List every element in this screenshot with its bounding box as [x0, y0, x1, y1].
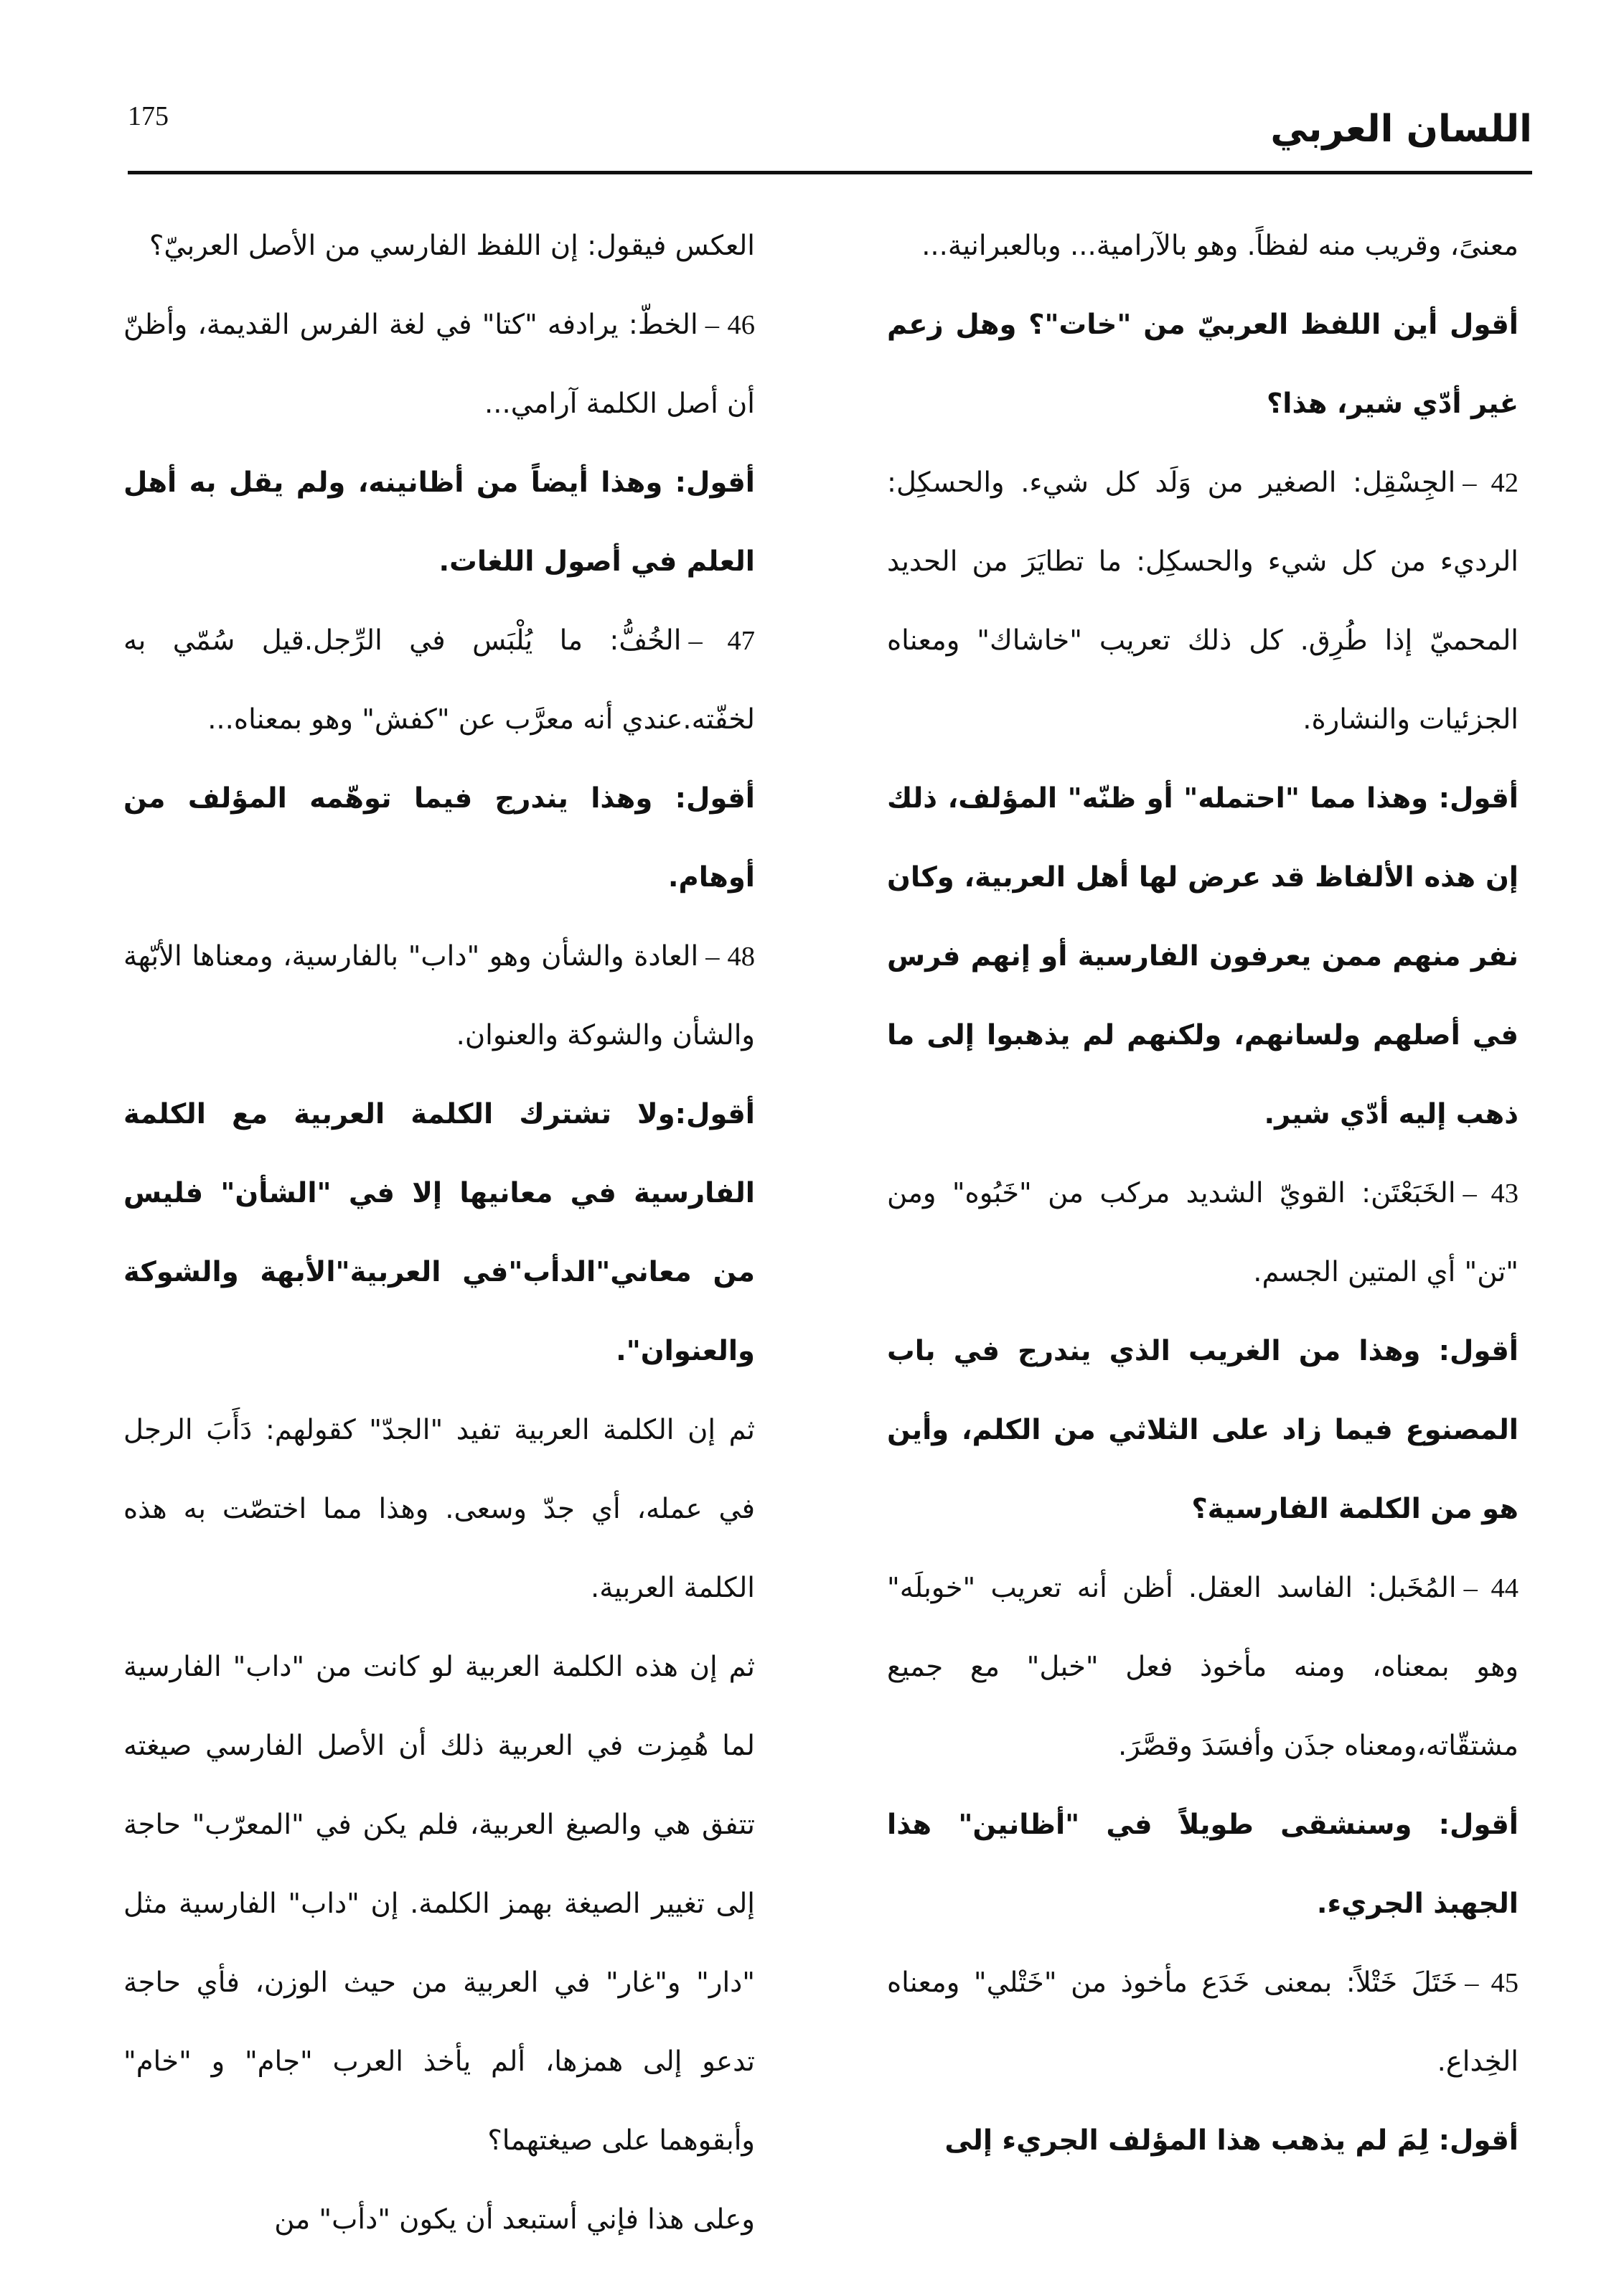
entry-text: الجِسْقِل: الصغير من وَلَد كل شيء. والحسكِل: الرديء من كل شيء والحسكِل: ما تطايَرَ من الحديد المحميّ إذا طُرِق. كل ذلك تعريب "خاشاك" ومعناه الجزئيات والنشارة. — [887, 467, 1519, 736]
commentary-paragraph: أقول أين اللفظ العربيّ من "خات"؟ وهل زعم غير أدّي شير، هذا؟ — [887, 309, 1519, 420]
entry-number: 48 – — [705, 942, 756, 972]
right-column — [887, 207, 1519, 2180]
entry-number: 47 – — [688, 626, 756, 656]
commentary-paragraph: أقول: وهذا أيضاً من أظانينه، ولم يقل به أهل العلم في أصول اللغات. — [123, 467, 755, 578]
journal-logo: اللسان العربي — [1270, 108, 1532, 151]
entry-number: 42 – — [1463, 468, 1519, 498]
page-number: 175 — [128, 101, 169, 131]
paragraph: ثم إن هذه الكلمة العربية لو كانت من "داب" الفارسية لما هُمِزت في العربية ذلك أن الأصل الفارسي صيغته تتفق هي والصيغ العربية، فلم يكن في "المعرّب" حاجة إلى تغيير الصيغة بهمز الكلمة. إن "داب" الفارسية مثل "دار" و"غار" في العربية من حيث الوزن، فأي حاجة تدعو إلى همزها، ألم يأخذ العرب "جام" و "خام" وأبقوهما على صيغتهما؟ — [123, 1651, 755, 2157]
entry-text: الخُفُّ: ما يُلْبَس في الرِّجل.قيل سُمّي به لخفّته.عندي أنه معرَّب عن "كفش" وهو بمعناه... — [123, 624, 755, 736]
entry-44 — [887, 1549, 1519, 1786]
commentary-paragraph: أقول: وهذا مما "احتمله" أو ظنّه" المؤلف، ذلك إن هذه الألفاظ قد عرض لها أهل العربية، وكان نفر منهم ممن يعرفون الفارسية أو إنهم فرس في أصلهم ولسانهم، ولكنهم لم يذهبوا إلى ما ذهب إليه أدّي شير. — [887, 782, 1519, 1130]
entry-42 — [887, 444, 1519, 759]
commentary-paragraph: أقول:ولا تشترك الكلمة العربية مع الكلمة الفارسية في معانيها إلا في "الشأن" فليس من معاني"الدأب"في العربية"الأبهة والشوكة والعنوان". — [123, 1098, 755, 1367]
entry-number: 44 – — [1463, 1573, 1519, 1603]
paragraph: معنىً، وقريب منه لفظاً. وهو بالآرامية... وبالعبرانية... — [921, 230, 1519, 262]
entry-45 — [887, 1944, 1519, 2101]
entry-46 — [123, 286, 755, 444]
header-rule — [128, 171, 1532, 174]
commentary-paragraph: أقول: لِمَ لم يذهب هذا المؤلف الجريء إلى — [944, 2124, 1519, 2157]
entry-48 — [123, 917, 755, 1075]
commentary-paragraph: أقول: وسنشقى طويلاً في "أظانين" هذا الجهبذ الجريء. — [887, 1809, 1519, 1920]
paragraph: العكس فيقول: إن اللفظ الفارسي من الأصل العربيّ؟ — [149, 230, 755, 262]
paragraph: ثم إن الكلمة العربية تفيد "الجدّ" كقولهم: دَأَبَ الرجل في عمله، أي جدّ وسعى. وهذا مما اختصّت به هذه الكلمة العربية. — [123, 1414, 755, 1604]
paragraph: وعلى هذا فإني أستبعد أن يكون "دأب" من — [274, 2203, 755, 2236]
entry-43 — [887, 1154, 1519, 1312]
entry-text: الخطّ: يرادفه "كتا" في لغة الفرس القديمة، وأظنّ أن أصل الكلمة آرامي... — [123, 309, 755, 420]
entry-text: الخَبَعْتَن: القويّ الشديد مركب من "خَبُوه" ومن "تن" أي المتين الجسم. — [887, 1177, 1519, 1288]
entry-text: خَتَلَ خَتْلاً: بمعنى خَدَع مأخوذ من "خَتْلي" ومعناه الخِداع. — [887, 1967, 1519, 2078]
commentary-paragraph: أقول: وهذا من الغريب الذي يندرج في باب المصنوع فيما زاد على الثلاثي من الكلم، وأين هو من الكلمة الفارسية؟ — [887, 1335, 1519, 1525]
entry-text: المُخَبل: الفاسد العقل. أظن أنه تعريب "خوبلَه" وهو بمعناه، ومنه مأخوذ فعل "خبل" مع جميع مشتقّاته،ومعناه جذَن وأفسَدَ وقصَّرَ. — [887, 1572, 1519, 1762]
commentary-paragraph: أقول: وهذا يندرج فيما توهّمه المؤلف من أوهام. — [123, 782, 755, 894]
entry-number: 45 – — [1465, 1968, 1519, 1998]
entry-text: العادة والشأن وهو "داب" بالفارسية، ومعناها الأبّهة والشأن والشوكة والعنوان. — [123, 940, 755, 1051]
entry-number: 43 – — [1463, 1178, 1519, 1209]
left-column — [123, 207, 755, 2259]
entry-47 — [123, 601, 755, 759]
entry-number: 46 – — [705, 310, 755, 340]
